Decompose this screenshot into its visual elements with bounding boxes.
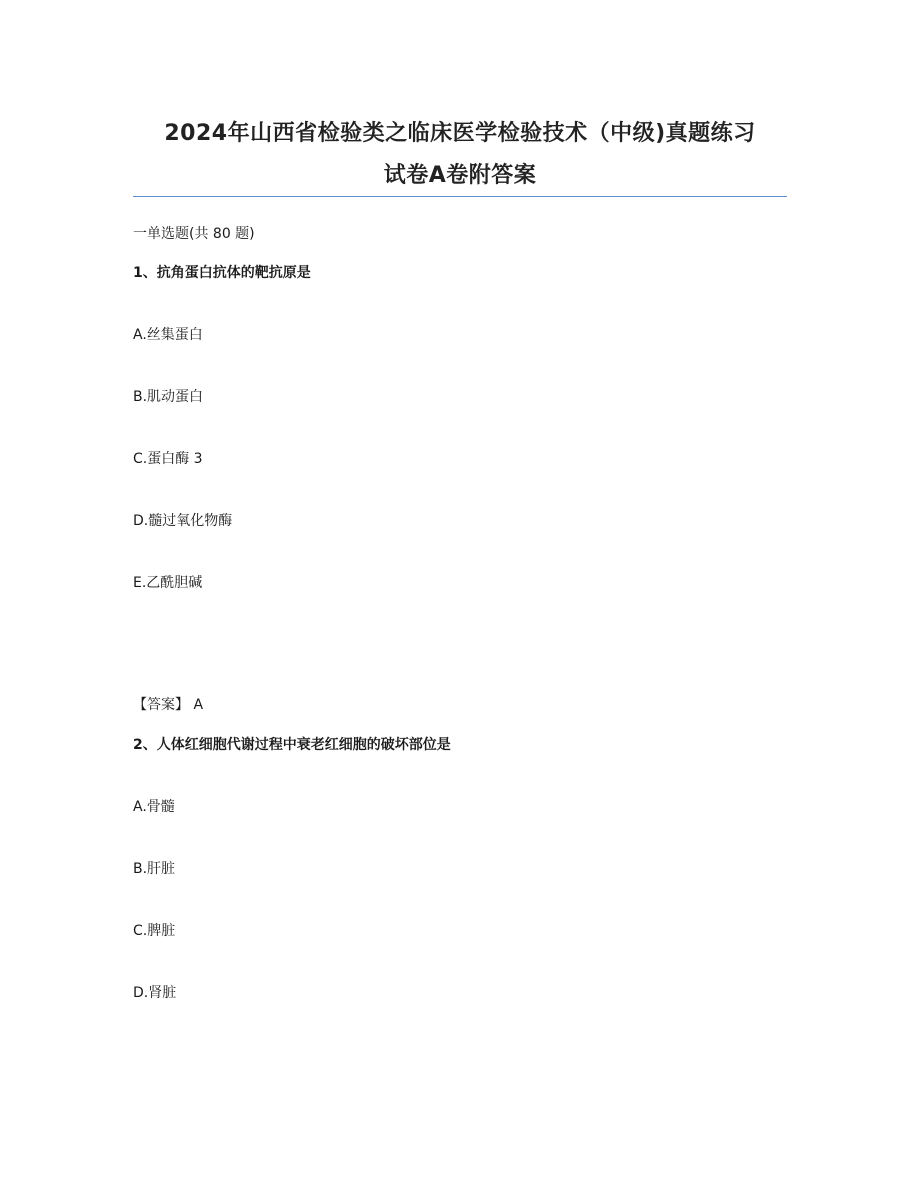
question-1-option-c: C.蛋白酶 3 xyxy=(133,451,203,467)
section-heading: 一单选题(共 80 题) xyxy=(133,226,255,242)
question-1-answer: 【答案】 A xyxy=(133,697,204,713)
document-title-line-2: 试卷A卷附答案 xyxy=(383,163,537,188)
question-1-option-e: E.乙酰胆碱 xyxy=(133,575,203,591)
title-divider xyxy=(133,196,787,197)
question-2-stem: 2、人体红细胞代谢过程中衰老红细胞的破坏部位是 xyxy=(133,737,451,753)
document-title-line-1: 2024年山西省检验类之临床医学检验技术（中级)真题练习 xyxy=(164,121,756,146)
question-2-option-a: A.骨髓 xyxy=(133,799,175,815)
question-1-option-a: A.丝集蛋白 xyxy=(133,327,203,343)
question-2-option-d: D.肾脏 xyxy=(133,985,177,1001)
question-1-option-d: D.髓过氧化物酶 xyxy=(133,513,233,529)
question-1-option-b: B.肌动蛋白 xyxy=(133,389,204,405)
question-2-option-b: B.肝脏 xyxy=(133,861,176,877)
question-1-stem: 1、抗角蛋白抗体的靶抗原是 xyxy=(133,265,311,281)
question-2-option-c: C.脾脏 xyxy=(133,923,176,939)
